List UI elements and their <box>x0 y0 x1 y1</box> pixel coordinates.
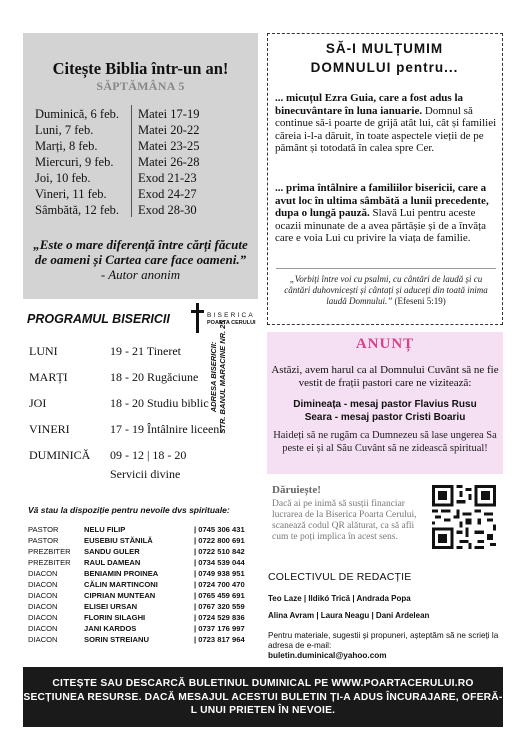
contact-role: PREZBITER <box>28 547 71 556</box>
contact-phone: | 0724 529 836 <box>194 613 245 622</box>
contact-phone: | 0767 320 559 <box>194 602 245 611</box>
editorial-title: COLECTIVUL DE REDACȚIE <box>268 571 412 583</box>
thanks-p2-text: Slavă Lui pentru aceste ocazii minunate de a avea părtășie și de a învăța care e voia Lui cu privire la viața de familie. <box>275 207 487 244</box>
program-sunday-extra: Servicii divine <box>110 467 181 481</box>
contact-phone: | 0724 700 470 <box>194 580 245 589</box>
reading-ref: Matei 20-22 <box>138 123 200 137</box>
program-day: VINERI <box>29 422 70 436</box>
contact-name: BENIAMIN PROINEA <box>84 569 159 578</box>
logo-line1: BISERICA <box>207 312 255 319</box>
contact-name: JANI KARDOS <box>84 624 137 633</box>
verse-text: „Vorbiți între voi cu psalmi, cu cântări de laudă și cu cântări duhovnicești și cântați și aduceți din toată inima laudă Domnului.” <box>284 274 488 306</box>
contact-name: SORIN STREIANU <box>84 635 149 644</box>
contact-role: DIACON <box>28 624 58 633</box>
contact-row <box>28 525 268 536</box>
program-activity: 18 - 20 Studiu biblic <box>110 396 209 410</box>
program-activity: 18 - 20 Rugăciune <box>110 370 199 384</box>
reading-day: Sâmbătă, 12 feb. <box>35 203 120 217</box>
reading-ref: Matei 26-28 <box>138 155 200 169</box>
contact-phone: | 0722 510 842 <box>194 547 245 556</box>
reading-divider <box>131 105 132 217</box>
contact-role: DIACON <box>28 635 58 644</box>
qr-code-graphic <box>432 485 496 549</box>
quote-text: „Este o mare diferență între cărți făcute de oameni și Cartea care face oameni.” <box>33 237 248 267</box>
contact-role: PASTOR <box>28 525 59 534</box>
bible-quote <box>33 237 248 282</box>
contact-phone: | 0737 176 997 <box>194 624 245 633</box>
program-day: DUMINICĂ <box>29 448 91 462</box>
footer-text: CITEȘTE SAU DESCARCĂ BULETINUL DUMINICAL PE WWW.POARTACERULUI.RO SECȚIUNEA RESURSE. DACĂ MESAJUL ACESTUI BULETIN ȚI-A ADUS ÎNCURAJARE, OFERĂ-L UNUI PRIETEN ÎN NEVOIE. <box>23 678 503 716</box>
reading-day: Vineri, 11 feb. <box>35 187 107 201</box>
thanks-title-line2: DOMNULUI pentru... <box>310 60 459 75</box>
contact-phone: | 0765 459 691 <box>194 591 245 600</box>
announcement-text: Astăzi, avem harul ca al Domnului Cuvânt să ne fie vestit de frații pastori care ne vizitează: <box>271 364 499 389</box>
contact-row <box>28 613 268 624</box>
announcement-speakers <box>267 398 503 424</box>
address-line1: ADRESA BISERICII: <box>209 341 218 413</box>
qr-code-icon[interactable] <box>432 485 496 549</box>
reading-ref: Exod 28-30 <box>138 203 197 217</box>
contact-row <box>28 536 268 547</box>
verse-ref: (Efeseni 5:19) <box>392 296 446 306</box>
thanks-title-line1: SĂ-I MULȚUMIM <box>325 41 444 56</box>
contacts-title: Vă stau la dispoziție pentru nevoile dvs spirituale: <box>28 505 230 515</box>
thanks-verse <box>276 274 496 307</box>
bible-week: SĂPTĂMÂNA 5 <box>96 79 185 93</box>
thanks-paragraph-1 <box>275 92 497 155</box>
editorial-email-link[interactable]: buletin.duminical@yahoo.com <box>268 651 387 660</box>
contact-role: DIACON <box>28 569 58 578</box>
program-day: MARȚI <box>29 370 68 384</box>
program-activity: 17 - 19 Întâlnire liceeni <box>110 422 223 436</box>
contact-name: CIPRIAN MUNTEAN <box>84 591 156 600</box>
program-day: JOI <box>29 396 47 410</box>
speaker-evening: Seara - mesaj pastor Cristi Boariu <box>304 412 466 423</box>
reading-day: Luni, 7 feb. <box>35 123 94 137</box>
contact-name: RAUL DAMEAN <box>84 558 141 567</box>
footer-banner <box>23 667 503 727</box>
reading-ref: Exod 24-27 <box>138 187 197 201</box>
announcement-prayer: Haideți să ne rugăm ca Dumnezeu să lase ungerea Sa peste ei și al Său Cuvânt să ne zidească spiritual! <box>273 430 497 454</box>
reading-ref: Exod 21-23 <box>138 171 197 185</box>
bible-reading-box <box>23 33 258 299</box>
contact-row <box>28 569 268 580</box>
verse-divider <box>276 268 496 269</box>
contact-phone: | 0734 539 044 <box>194 558 245 567</box>
quote-author: - Autor anonim <box>100 267 181 282</box>
program-day: LUNI <box>29 344 58 358</box>
editorial-names-1: Teo Laze | Ildikó Trică | Andrada Popa <box>268 594 411 603</box>
reading-day: Marți, 8 feb. <box>35 139 98 153</box>
announcement-box <box>267 332 503 474</box>
program-title: PROGRAMUL BISERICII <box>27 312 170 326</box>
contact-row <box>28 635 268 646</box>
thanks-paragraph-2 <box>275 182 497 245</box>
contact-row <box>28 547 268 558</box>
contact-role: PASTOR <box>28 536 59 545</box>
contact-role: PREZBITER <box>28 558 71 567</box>
thanks-title <box>268 39 501 77</box>
reading-ref: Matei 17-19 <box>138 107 200 121</box>
contact-row <box>28 558 268 569</box>
contact-row <box>28 624 268 635</box>
contact-phone: | 0723 817 964 <box>194 635 245 644</box>
reading-day: Miercuri, 9 feb. <box>35 155 114 169</box>
contact-name: EUSEBIU STĂNILĂ <box>84 536 153 545</box>
program-activity: 19 - 21 Tineret <box>110 344 182 358</box>
editorial-names-2: Alina Avram | Laura Neagu | Dani Ardelean <box>268 611 430 620</box>
address-line2: STR. BANUL MARACINE NR. 25 <box>218 320 227 434</box>
announcement-title: ANUNȚ <box>355 336 415 352</box>
contact-phone: | 0745 306 431 <box>194 525 245 534</box>
reading-day: Duminică, 6 feb. <box>35 107 120 121</box>
program-activity: 09 - 12 | 18 - 20 <box>110 448 187 462</box>
contact-role: DIACON <box>28 591 58 600</box>
donate-title: Dăruiește! <box>272 484 321 496</box>
contact-row <box>28 580 268 591</box>
contact-row <box>28 591 268 602</box>
contact-name: ELISEI URSAN <box>84 602 138 611</box>
thanks-p1-text: Domnul să continue să-i poarte de grijă atât lui, cât și familiei căreia i-l-a dăruit, în toate aspectele vieții de pe pământ și totodată în calea spre Cer. <box>275 104 497 154</box>
bible-title: Citește Biblia într-un an! <box>52 59 229 78</box>
thanks-p1-bold: ... micuțul Ezra Guia, care a fost adus la binecuvântare în luna ianuarie. <box>275 92 464 117</box>
church-address <box>209 317 227 437</box>
contact-role: DIACON <box>28 602 58 611</box>
logo-line2: POARTA CERULUI <box>207 320 256 326</box>
contact-phone: | 0722 800 691 <box>194 536 245 545</box>
contact-name: FLORIN SILAGHI <box>84 613 146 622</box>
contact-phone: | 0749 938 951 <box>194 569 245 578</box>
thanks-box <box>267 33 503 325</box>
editorial-note: Pentru materiale, sugestii și propuneri, așteptăm să ne scrieți la adresa de e-mail: <box>268 631 499 650</box>
contact-role: DIACON <box>28 580 58 589</box>
contact-row <box>28 602 268 613</box>
contact-name: SANDU GULER <box>84 547 140 556</box>
donate-text: Dacă ai pe inimă să susții financiar lucrarea de la Biserica Poarta Cerului, scanează codul QR alăturat, ca să afli cum te poți implica în acest sens. <box>272 499 417 542</box>
contact-role: DIACON <box>28 613 58 622</box>
reading-day: Joi, 10 feb. <box>35 171 91 185</box>
contact-name: NELU FILIP <box>84 525 126 534</box>
thanks-p2-bold: ... prima întâlnire a familiilor bisericii, care a avut loc în ultima sâmbătă a lunii precedente, dupa o lungă pauză. <box>275 182 489 219</box>
reading-ref: Matei 23-25 <box>138 139 200 153</box>
speaker-morning: Dimineața - mesaj pastor Flavius Rusu <box>293 399 477 410</box>
contact-name: CĂLIN MARTINCONI <box>84 580 158 589</box>
